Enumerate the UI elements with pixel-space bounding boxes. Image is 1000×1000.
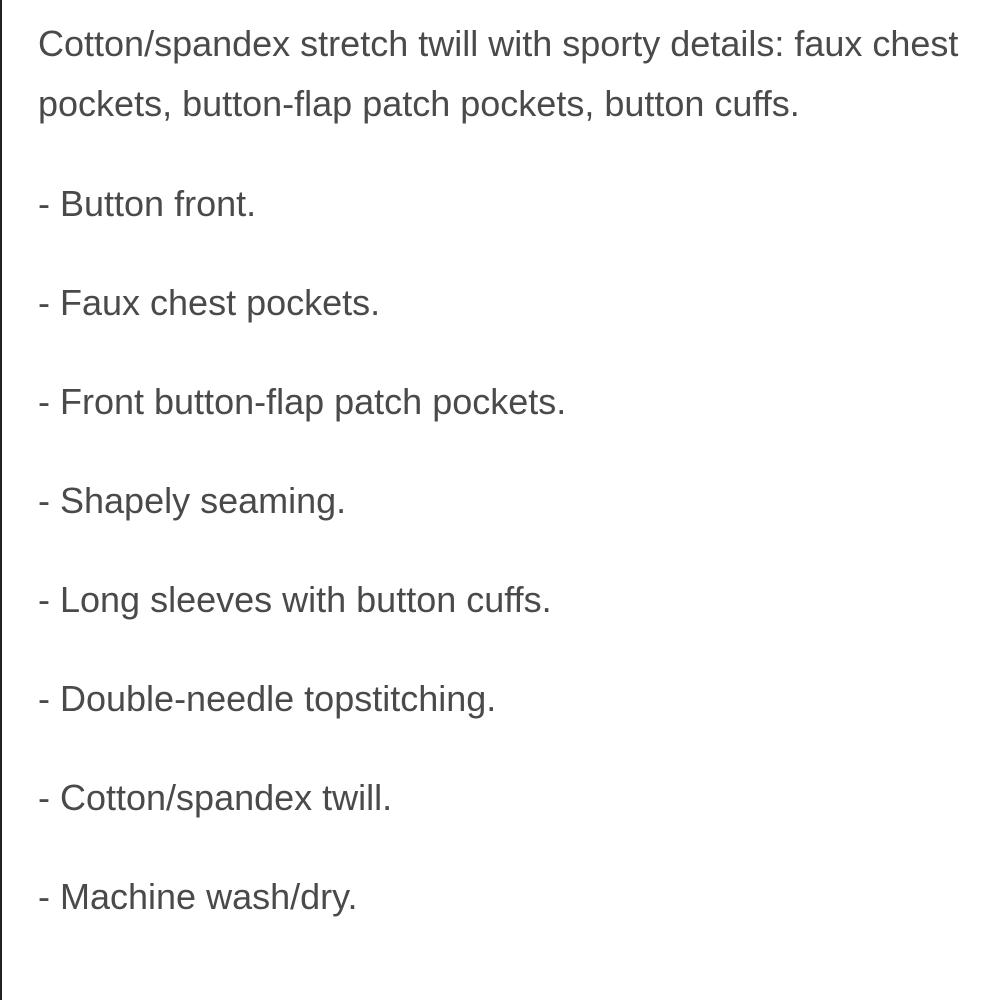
description-content: [38, 14, 978, 966]
list-item: - Shapely seaming.: [38, 480, 347, 521]
list-item: - Cotton/spandex twill.: [38, 777, 393, 818]
feature-list: [38, 174, 978, 927]
list-item: - Faux chest pockets.: [38, 282, 381, 323]
list-item: - Double-needle topstitching.: [38, 678, 497, 719]
list-item: - Front button-flap patch pockets.: [38, 381, 567, 422]
list-item: - Long sleeves with button cuffs.: [38, 579, 552, 620]
left-divider: [0, 0, 2, 1000]
list-item: - Button front.: [38, 183, 257, 224]
list-item: - Machine wash/dry.: [38, 876, 358, 917]
description-intro: Cotton/spandex stretch twill with sporty details: faux chest pockets, button-flap patch pockets, button cuffs.: [38, 23, 959, 124]
